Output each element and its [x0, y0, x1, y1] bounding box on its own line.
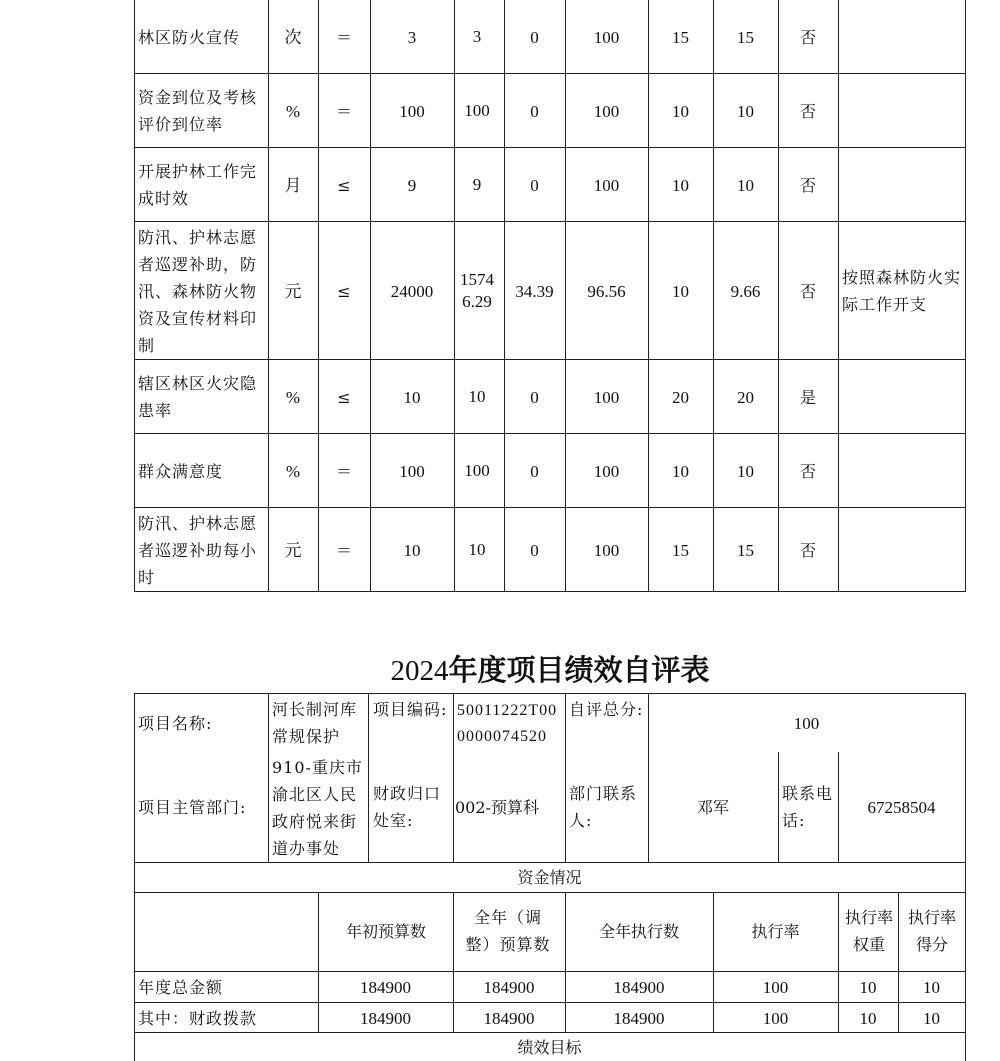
indicator-flag-cell: 否	[799, 461, 816, 481]
table-line	[565, 693, 566, 862]
indicator-rate-cell: 96.56	[587, 281, 626, 301]
funds-header: 执行率得分	[907, 908, 956, 954]
indicator-weight-cell: 10	[672, 101, 689, 121]
table-line	[134, 693, 135, 1061]
table-line	[134, 73, 966, 74]
funds-row-label: 年度总金额	[138, 977, 224, 997]
table-line	[454, 0, 455, 592]
indicator-actual-cell: 100	[464, 461, 490, 480]
indicator-op-cell: ≤	[337, 387, 351, 407]
table-line	[368, 693, 369, 862]
funds-section-label: 资金情况	[517, 867, 582, 887]
table-line	[565, 0, 566, 592]
indicator-op-cell: ≤	[337, 175, 351, 195]
table-line	[565, 892, 566, 1032]
title-year: 2024	[390, 655, 449, 687]
indicator-rate-cell: 100	[593, 27, 620, 47]
indicator-target-cell: 3	[407, 27, 417, 47]
table-line	[838, 892, 839, 1032]
project-code-label: 项目编码:	[373, 700, 448, 719]
title-text: 年度项目绩效自评表	[448, 653, 710, 687]
indicator-target-cell: 9	[407, 175, 417, 195]
indicator-flag-cell: 否	[799, 175, 816, 195]
funds-cell: 10	[923, 1008, 940, 1028]
indicator-deviation-cell: 0	[530, 461, 539, 481]
table-line	[965, 0, 966, 592]
table-line	[134, 507, 966, 508]
indicator-score-cell: 15	[737, 27, 754, 47]
indicator-op-cell: ＝	[335, 540, 352, 560]
table-line	[838, 752, 839, 862]
table-line	[370, 0, 371, 592]
indicator-weight-cell: 20	[672, 387, 689, 407]
indicator-unit-cell: %	[285, 387, 301, 407]
table-line	[134, 693, 966, 694]
funds-cell: 184900	[613, 1008, 665, 1028]
contact-value: 邓军	[696, 797, 729, 817]
indicator-score-cell: 10	[737, 175, 754, 195]
indicator-target-cell: 100	[399, 101, 425, 121]
page-title	[0, 648, 1000, 689]
indicator-score-cell: 10	[737, 101, 754, 121]
indicator-unit-cell: 元	[284, 540, 302, 560]
table-line	[318, 892, 319, 1032]
indicator-target-cell: 10	[403, 540, 421, 560]
funds-cell: 100	[762, 977, 789, 997]
funds-header: 执行率	[751, 921, 800, 941]
funds-cell: 184900	[483, 1008, 535, 1028]
indicator-note-cell	[838, 74, 965, 148]
goals-section-label: 绩效目标	[517, 1037, 582, 1057]
funds-cell: 184900	[360, 1008, 411, 1028]
funds-row-label: 其中：财政拨款	[138, 1008, 258, 1028]
table-line	[453, 693, 454, 862]
funds-cell: 10	[859, 1008, 877, 1028]
indicator-name-cell: 群众满意度	[138, 461, 224, 481]
indicator-weight-cell: 10	[672, 461, 689, 481]
indicator-unit-cell: %	[285, 461, 301, 481]
table-line	[648, 0, 649, 592]
funds-cell: 184900	[360, 977, 411, 997]
project-code-value: 50011222T000000074520	[457, 702, 558, 745]
table-line	[318, 0, 319, 592]
dept-value: 910-重庆市渝北区人民政府悦来街道办事处	[272, 758, 363, 858]
funds-cell: 184900	[483, 977, 535, 997]
table-line	[453, 892, 454, 1032]
indicator-weight-cell: 10	[672, 175, 689, 195]
indicator-name-cell: 辖区林区火灾隐患率	[138, 374, 258, 420]
table-line	[134, 1032, 966, 1033]
indicator-deviation-cell: 0	[530, 101, 539, 121]
indicator-rate-cell: 100	[593, 387, 620, 407]
indicator-score-cell: 15	[737, 540, 754, 560]
indicator-flag-cell: 否	[799, 281, 816, 301]
indicator-rate-cell: 100	[593, 175, 620, 195]
indicator-unit-cell: 次	[284, 27, 302, 47]
table-line	[898, 892, 899, 1032]
indicator-rate-cell: 100	[593, 540, 620, 560]
table-line	[268, 0, 269, 592]
indicator-unit-cell: 月	[284, 175, 302, 195]
table-line	[134, 892, 966, 893]
table-line	[713, 0, 714, 592]
indicator-target-cell: 100	[399, 461, 425, 481]
table-line	[778, 752, 779, 862]
indicator-target-cell: 24000	[390, 281, 434, 301]
indicator-weight-cell: 10	[672, 281, 689, 301]
funds-header: 年初预算数	[345, 921, 426, 941]
dept-label: 项目主管部门:	[138, 797, 247, 817]
indicator-actual-cell: 3	[472, 27, 482, 46]
table-line	[134, 147, 966, 148]
indicator-name-cell: 防汛、护林志愿者巡逻补助，防汛、森林防火物资及宣传材料印制	[138, 227, 258, 355]
project-name-label: 项目名称:	[138, 713, 213, 733]
indicator-note-cell	[838, 0, 965, 74]
indicator-deviation-cell: 0	[530, 387, 539, 407]
indicator-score-cell: 10	[737, 461, 754, 481]
table-line	[504, 0, 505, 592]
funds-cell: 10	[923, 977, 940, 997]
indicator-unit-cell: 元	[284, 281, 302, 301]
indicator-flag-cell: 否	[799, 27, 816, 47]
indicator-unit-cell: %	[285, 101, 301, 121]
table-line	[134, 433, 966, 434]
indicator-actual-cell: 15746.29	[460, 270, 494, 311]
indicator-name-cell: 林区防火宣传	[138, 27, 241, 47]
indicator-note-cell	[838, 148, 965, 222]
indicator-note-cell	[838, 360, 965, 434]
indicator-name-cell: 开展护林工作完成时效	[138, 162, 258, 208]
funds-header: 全年执行数	[598, 921, 679, 941]
table-line	[778, 0, 779, 592]
table-line	[713, 892, 714, 1032]
indicator-flag-cell: 是	[799, 387, 816, 407]
indicator-target-cell: 10	[403, 387, 421, 407]
indicator-actual-cell: 10	[468, 387, 486, 406]
indicator-deviation-cell: 0	[530, 540, 539, 560]
table-line	[268, 693, 269, 862]
table-line	[134, 0, 135, 592]
indicator-rate-cell: 100	[593, 461, 620, 481]
indicator-deviation-cell: 0	[530, 27, 539, 47]
indicator-score-cell: 9.66	[730, 281, 761, 301]
self-score-value: 100	[793, 713, 820, 733]
project-name-value: 河长制河库常规保护	[272, 700, 358, 746]
funds-cell: 10	[859, 977, 877, 997]
funds-header: 执行率权重	[844, 908, 893, 954]
phone-label: 联系电话:	[782, 784, 834, 830]
table-line	[134, 1002, 966, 1003]
indicator-op-cell: ≤	[337, 281, 351, 301]
indicator-note-cell	[838, 508, 965, 592]
indicator-deviation-cell: 34.39	[515, 281, 554, 301]
indicator-actual-cell: 10	[468, 540, 486, 559]
table-line	[838, 0, 839, 592]
indicator-name-cell: 资金到位及考核评价到位率	[138, 88, 258, 134]
table-line	[134, 591, 966, 592]
indicator-flag-cell: 否	[799, 101, 816, 121]
indicator-score-cell: 20	[737, 387, 754, 407]
contact-label: 部门联系人:	[569, 784, 638, 830]
table-line	[965, 693, 966, 1061]
indicator-rate-cell: 100	[593, 101, 620, 121]
finance-value: 002-预算科	[455, 797, 539, 817]
funds-header: 全年（调整）预算数	[465, 908, 551, 954]
indicator-note-cell	[838, 434, 965, 508]
finance-label: 财政归口处室:	[373, 784, 442, 830]
indicator-note-cell: 按照森林防火实际工作开支	[842, 268, 962, 314]
indicator-weight-cell: 15	[672, 27, 689, 47]
indicator-deviation-cell: 0	[530, 175, 539, 195]
indicator-weight-cell: 15	[672, 540, 689, 560]
indicator-flag-cell: 否	[799, 540, 816, 560]
table-line	[134, 221, 966, 222]
self-score-label: 自评总分:	[569, 700, 644, 719]
indicator-actual-cell: 9	[472, 175, 482, 194]
indicator-op-cell: ＝	[335, 101, 352, 121]
funds-cell: 184900	[613, 977, 665, 997]
funds-cell: 100	[762, 1008, 789, 1028]
table-line	[134, 971, 966, 972]
indicator-op-cell: ＝	[335, 27, 352, 47]
indicator-name-cell: 防汛、护林志愿者巡逻补助每小时	[138, 513, 258, 587]
indicator-op-cell: ＝	[335, 461, 352, 481]
table-line	[134, 862, 966, 863]
table-line	[648, 693, 649, 862]
phone-value: 67258504	[867, 797, 936, 817]
indicator-actual-cell: 100	[464, 101, 490, 120]
table-line	[134, 359, 966, 360]
